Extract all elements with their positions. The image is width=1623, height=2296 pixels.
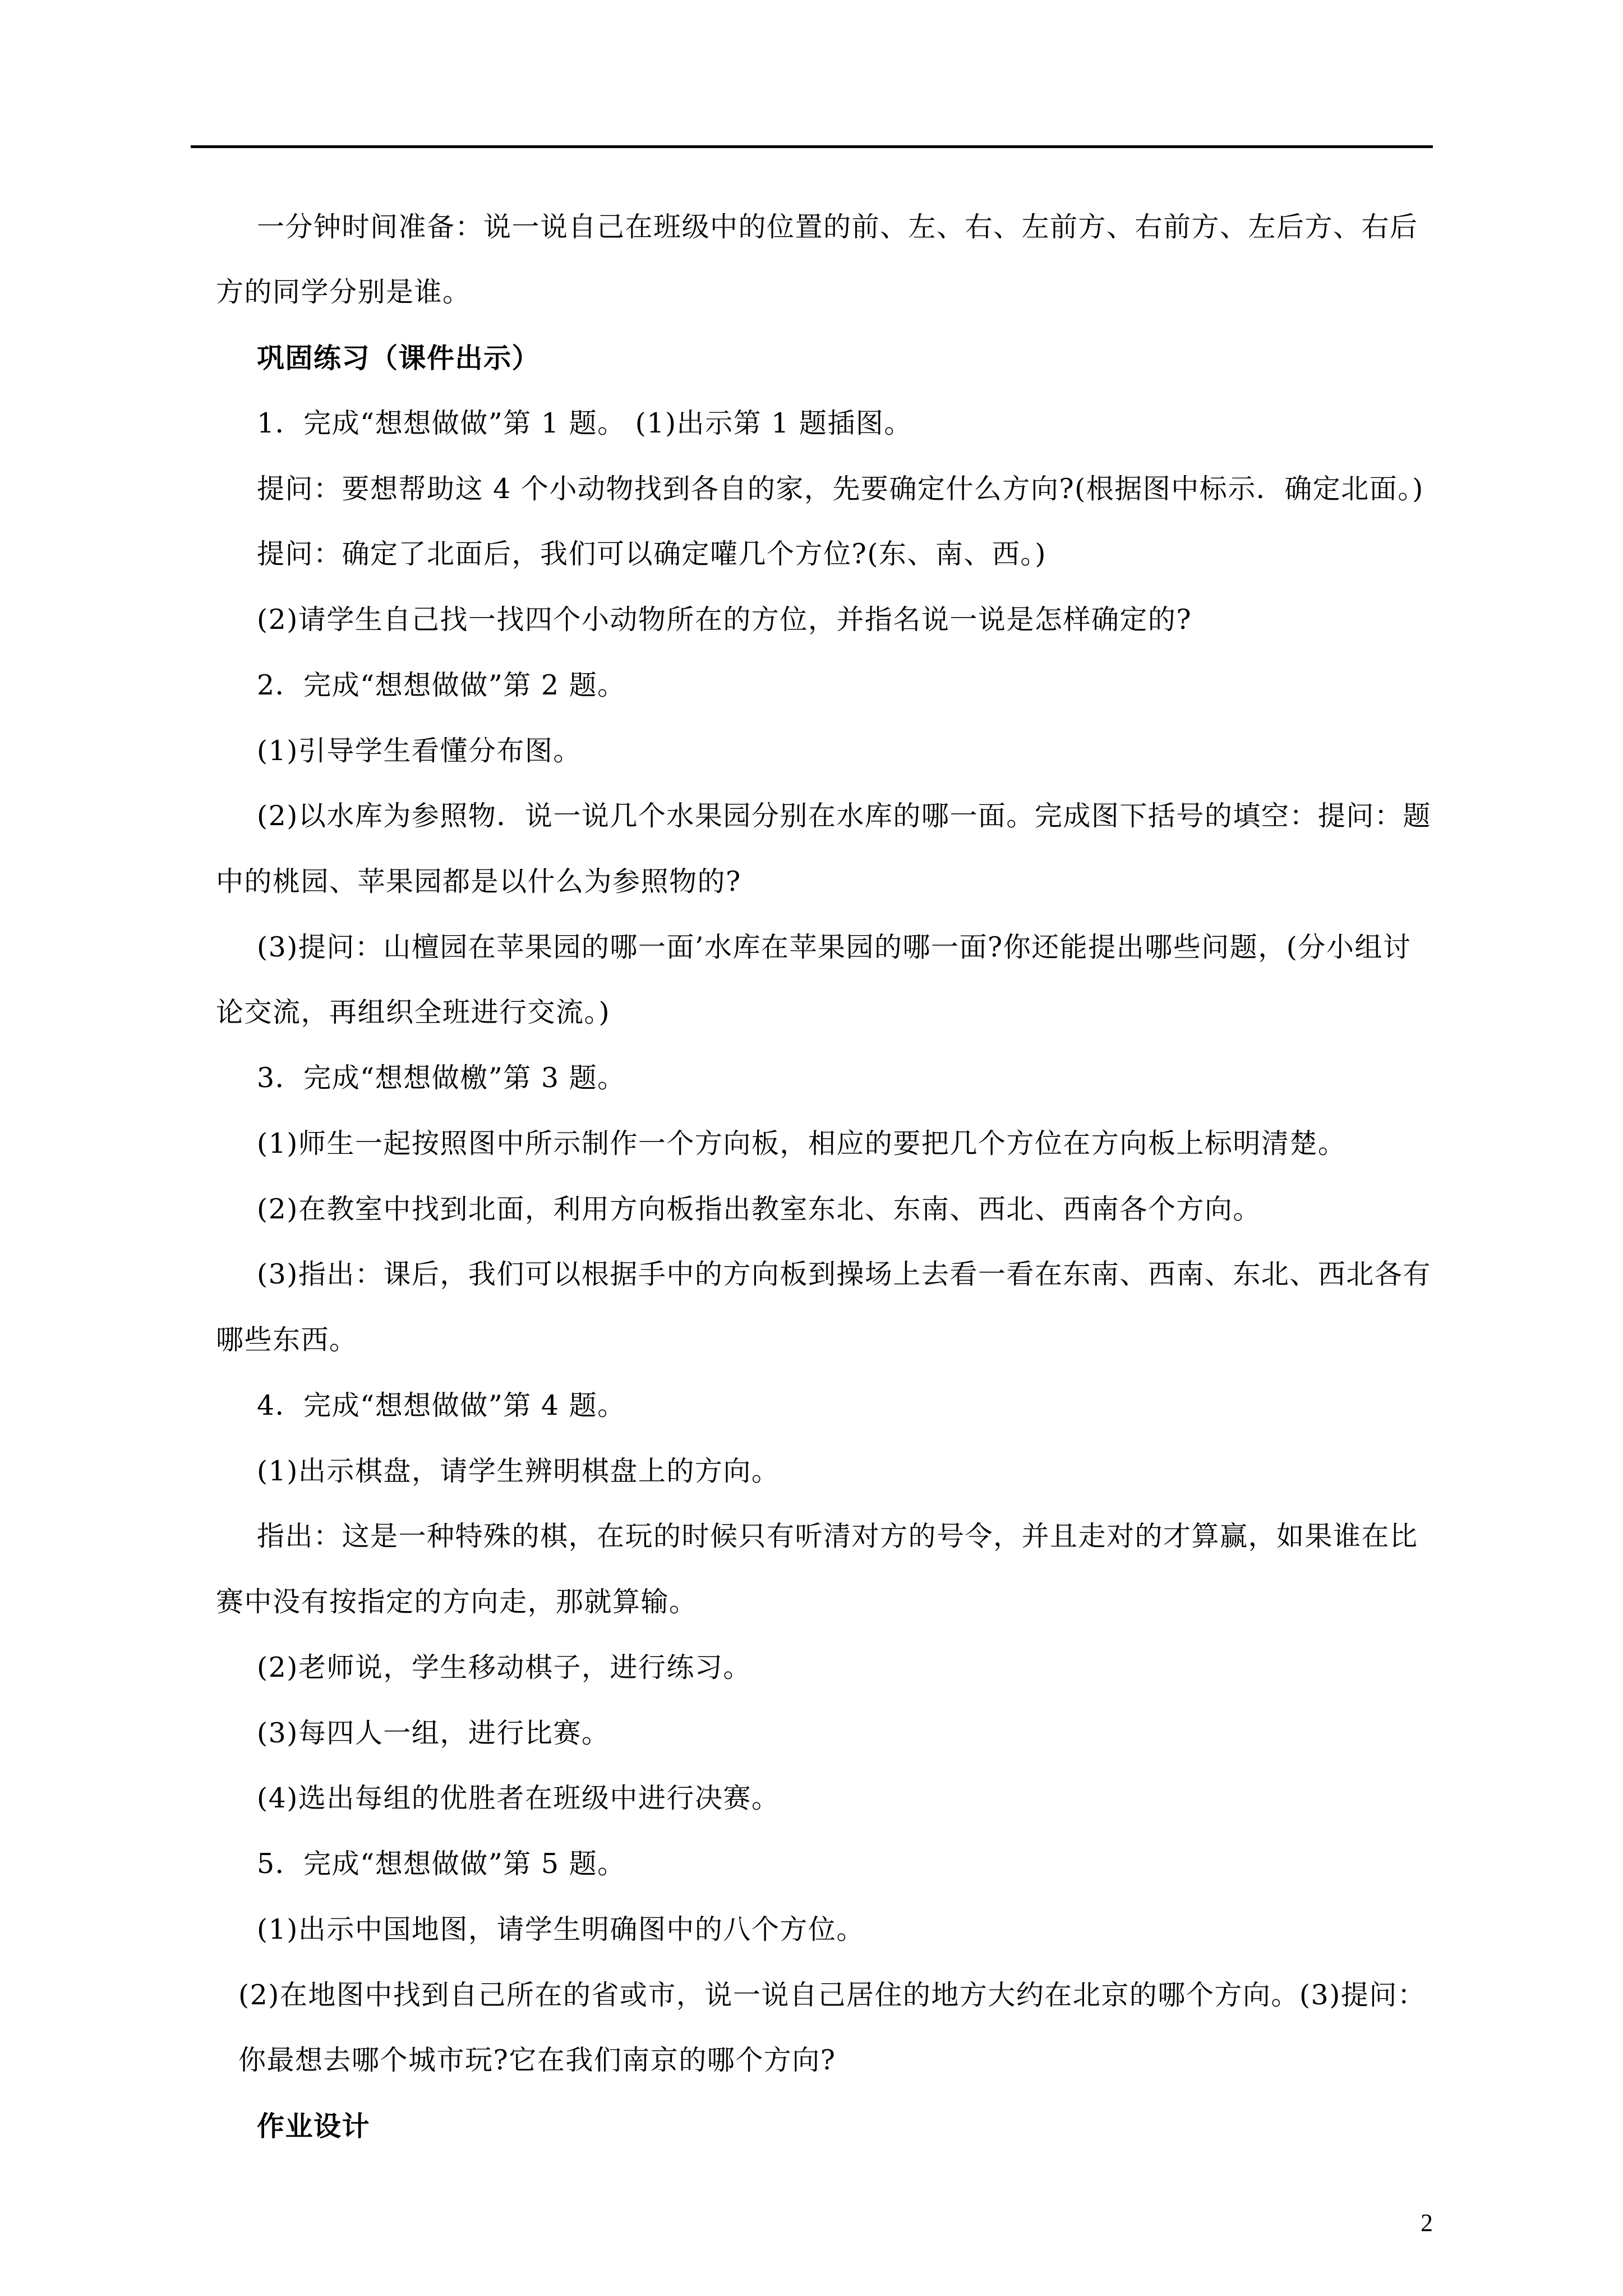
paragraph-line: (4)选出每组的优胜者在班级中进行决赛。: [257, 1782, 780, 1814]
paragraph-line: 提问：要想帮助这 4 个小动物找到各自的家，先要确定什么方向?(根据图中标示．确定北面。): [257, 473, 1424, 505]
paragraph-line: (1)引导学生看懂分布图。: [257, 735, 582, 767]
paragraph-line: (3)提问：山檀园在苹果园的哪一面’水库在苹果园的哪一面?你还能提出哪些问题，(分小组讨: [257, 931, 1412, 963]
paragraph-line: 3．完成“想想做檄”第 3 题。: [257, 1062, 626, 1094]
paragraph-line: 5．完成“想想做做”第 5 题。: [257, 1848, 626, 1880]
section-heading: 作业设计: [257, 2110, 371, 2142]
paragraph-line: (2)在地图中找到自己所在的省或市，说一说自己居住的地方大约在北京的哪个方向。(3)提问：: [238, 1979, 1426, 2011]
paragraph-line: (1)出示中国地图，请学生明确图中的八个方位。: [257, 1913, 865, 1945]
paragraph-line: (2)请学生自己找一找四个小动物所在的方位，并指名说一说是怎样确定的?: [257, 604, 1192, 636]
paragraph-line: 1．完成“想想做做”第 1 题。 (1)出示第 1 题插图。: [257, 407, 912, 439]
paragraph-line: 4．完成“想想做做”第 4 题。: [257, 1389, 626, 1421]
header-rule: [191, 145, 1433, 148]
paragraph-line: 一分钟时间准备：说一说自己在班级中的位置的前、左、右、左前方、右前方、左后方、右后: [257, 211, 1418, 243]
paragraph-line: 中的桃园、苹果园都是以什么为参照物的?: [216, 866, 741, 898]
paragraph-line: (2)在教室中找到北面，利用方向板指出教室东北、东南、西北、西南各个方向。: [257, 1193, 1261, 1225]
paragraph-line: 2．完成“想想做做”第 2 题。: [257, 669, 626, 701]
paragraph-line: 指出：这是一种特殊的棋，在玩的时候只有听清对方的号令，并且走对的才算赢，如果谁在比: [257, 1520, 1418, 1552]
section-heading: 巩固练习（课件出示）: [257, 342, 541, 374]
paragraph-line: (3)指出：课后，我们可以根据手中的方向板到操场上去看一看在东南、西南、东北、西北各有: [257, 1258, 1431, 1290]
paragraph-line: (1)出示棋盘，请学生辨明棋盘上的方向。: [257, 1455, 780, 1487]
paragraph-line: 你最想去哪个城市玩?它在我们南京的哪个方向?: [238, 2044, 836, 2076]
paragraph-line: (2)以水库为参照物．说一说几个水果园分别在水库的哪一面。完成图下括号的填空：提问：题: [257, 800, 1431, 832]
page-number: 2: [1421, 2209, 1433, 2237]
paragraph-line: 论交流，再组织全班进行交流。): [216, 996, 611, 1028]
paragraph-line: 方的同学分别是谁。: [216, 276, 471, 308]
paragraph-line: (1)师生一起按照图中所示制作一个方向板，相应的要把几个方位在方向板上标明清楚。: [257, 1128, 1347, 1159]
paragraph-line: 赛中没有按指定的方向走，那就算输。: [216, 1586, 698, 1618]
paragraph-line: 哪些东西。: [216, 1324, 358, 1356]
paragraph-line: (3)每四人一组，进行比赛。: [257, 1717, 610, 1749]
paragraph-line: 提问：确定了北面后，我们可以确定嚾几个方位?(东、南、西。): [257, 538, 1047, 570]
paragraph-line: (2)老师说，学生移动棋子，进行练习。: [257, 1651, 751, 1683]
